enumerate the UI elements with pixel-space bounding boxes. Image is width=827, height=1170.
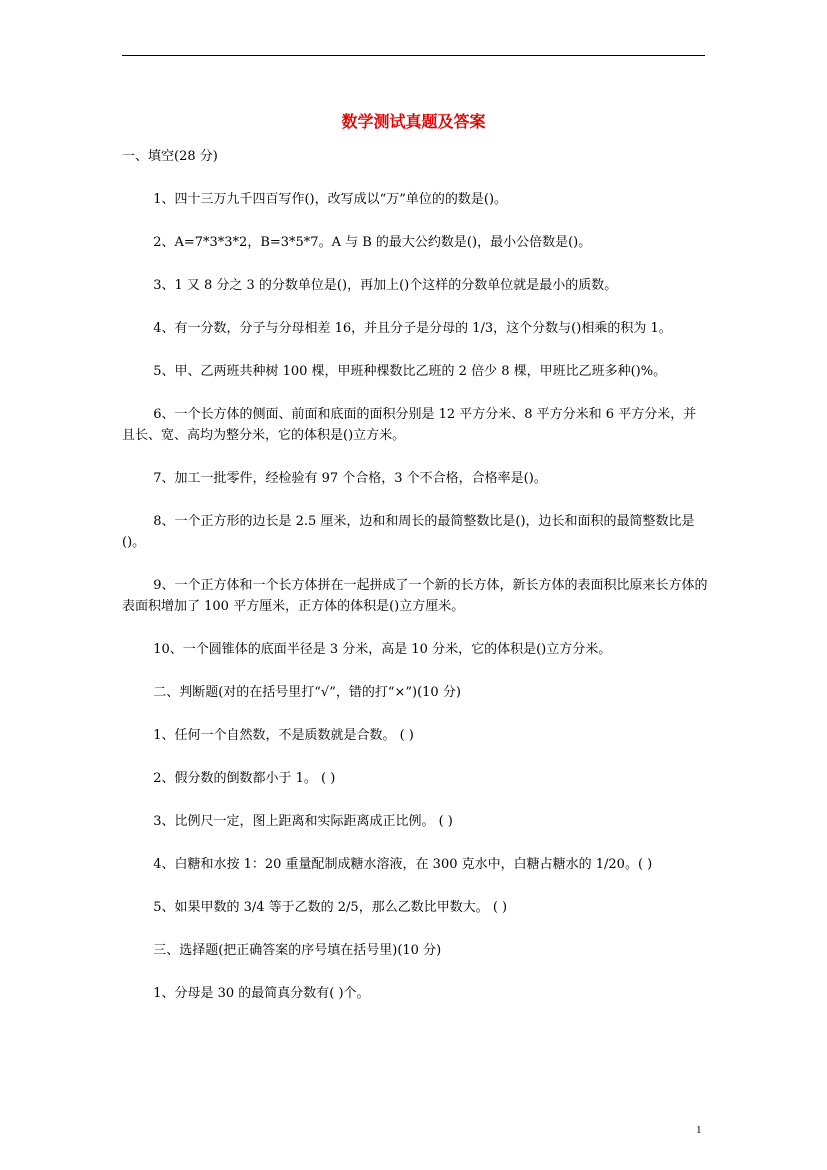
- question-judge-4: 4、白糖和水按 1：20 重量配制成糖水溶液，在 300 克水中，白糖占糖水的 1/20。( ): [153, 857, 653, 872]
- document-body: [122, 146, 708, 1004]
- header-rule: [122, 55, 705, 56]
- section-heading-choice: 三、选择题(把正确答案的序号填在括号里)(10 分): [153, 943, 442, 958]
- question-judge-3: 3、比例尺一定，图上距离和实际距离成正比例。 ( ): [153, 814, 453, 829]
- question-fill-1: 1、四十三万九千四百写作()，改写成以“万”单位的的数是()。: [153, 192, 508, 207]
- question-fill-4: 4、有一分数，分子与分母相差 16，并且分子是分母的 1/3，这个分数与()相乘的积为 1。: [153, 321, 672, 336]
- question-fill-6: 6、一个长方体的侧面、前面和底面的面积分别是 12 平方分米、8 平方分米和 6 平方分米，并且长、宽、高均为整分米，它的体积是()立方米。: [122, 407, 697, 443]
- question-fill-5: 5、甲、乙两班共种树 100 棵，甲班种棵数比乙班的 2 倍少 8 棵，甲班比乙班多种()%。: [153, 364, 667, 379]
- question-fill-9: 9、一个正方体和一个长方体拼在一起拼成了一个新的长方体，新长方体的表面积比原来长方体的表面积增加了 100 平方厘米，正方体的体积是()立方厘米。: [122, 578, 708, 614]
- question-judge-1: 1、任何一个自然数，不是质数就是合数。 ( ): [153, 728, 414, 743]
- page-number: 1: [696, 1124, 702, 1136]
- question-fill-2: 2、A=7*3*3*2，B=3*5*7。A 与 B 的最大公约数是()，最小公倍数是()。: [153, 235, 592, 250]
- question-fill-7: 7、加工一批零件，经检验有 97 个合格，3 个不合格，合格率是()。: [153, 471, 547, 486]
- section-heading-fill-in: 一、填空(28 分): [122, 149, 218, 164]
- question-fill-10: 10、一个圆锥体的底面半径是 3 分米，高是 10 分米，它的体积是()立方分米。: [153, 642, 612, 657]
- question-judge-2: 2、假分数的倒数都小于 1。 ( ): [153, 771, 336, 786]
- section-heading-true-false: 二、判断题(对的在括号里打“√”，错的打“×”)(10 分): [153, 685, 461, 700]
- question-fill-3: 3、1 又 8 分之 3 的分数单位是()，再加上()个这样的分数单位就是最小的质数。: [153, 278, 618, 293]
- question-choice-1: 1、分母是 30 的最简真分数有( )个。: [153, 986, 370, 1001]
- question-judge-5: 5、如果甲数的 3/4 等于乙数的 2/5，那么乙数比甲数大。 ( ): [153, 900, 508, 915]
- document-title: 数学测试真题及答案: [341, 112, 486, 131]
- question-fill-8: 8、一个正方形的边长是 2.5 厘米，边和和周长的最简整数比是()，边长和面积的最简整数比是()。: [122, 514, 695, 550]
